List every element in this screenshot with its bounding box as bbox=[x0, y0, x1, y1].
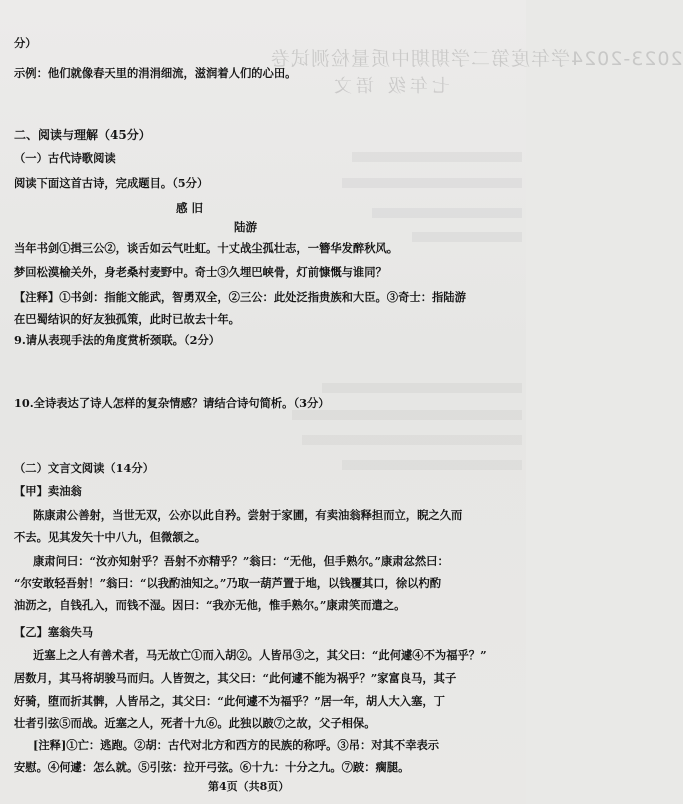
bleed-line bbox=[372, 208, 522, 218]
poem-line: 梦回松漠榆关外，身老桑村麦野中。奇士③久埋巴峡骨，灯前慷慨与谁同？ bbox=[14, 265, 387, 279]
bleed-line bbox=[322, 383, 522, 393]
section-title: 二、阅读与理解（45分） bbox=[14, 128, 151, 142]
poem-line: 当年书剑①揖三公②，谈舌如云气吐虹。十丈战尘孤壮志，一簪华发醉秋风。 bbox=[14, 241, 399, 255]
jia-line: “尔安敢轻吾射！”翁曰：“以我酌油知之。”乃取一葫芦置于地，以钱覆其口，徐以杓酌 bbox=[14, 576, 442, 590]
page-number: 第4页（共8页） bbox=[208, 780, 290, 793]
bleed-line bbox=[412, 232, 522, 242]
jia-line: 油沥之，自钱孔入，而钱不湿。因曰：“我亦无他，惟手熟尔。”康肃笑而遣之。 bbox=[14, 598, 406, 612]
notes-line: 在巴蜀结识的好友独孤策，此时已故去十年。 bbox=[14, 312, 240, 326]
jia-title: 【甲】卖油翁 bbox=[14, 484, 82, 498]
instruction: 阅读下面这首古诗，完成题目。（5分） bbox=[14, 176, 209, 190]
yi-title: 【乙】塞翁失马 bbox=[14, 625, 94, 639]
yi-line: 壮者引弦⑤而战。近塞之人，死者十九⑥。此独以跛⑦之故，父子相保。 bbox=[14, 716, 376, 730]
part-title: （二）文言文阅读（14分） bbox=[14, 461, 154, 475]
jia-line: 康肃问曰：“汝亦知射乎？吾射不亦精乎？”翁曰：“无他，但手熟尔。”康肃忿然曰： bbox=[33, 554, 449, 568]
yi-line: 居数月，其马将胡骏马而归。人皆贺之，其父曰：“此何遽不能为祸乎？”家富良马，其子 bbox=[14, 671, 457, 685]
bleed-line bbox=[342, 178, 522, 188]
bleed-line bbox=[302, 435, 522, 445]
part-title: （一）古代诗歌阅读 bbox=[14, 151, 116, 165]
score-tail: 分） bbox=[14, 36, 37, 50]
poem-author: 陆游 bbox=[234, 220, 257, 234]
yi-line: 好骑，堕而折其髀，人皆吊之，其父曰：“此何遽不为福乎？”居一年，胡人大入塞，丁 bbox=[14, 694, 445, 708]
ghost-title: 2023-2024学年度第二学期期中质量检测试卷 bbox=[270, 48, 683, 70]
yi-notes-line: [注释]①亡：逃跑。②胡：古代对北方和西方的民族的称呼。③吊：对其不幸表示 bbox=[33, 738, 440, 752]
question-10: 10.全诗表达了诗人怎样的复杂情感？请结合诗句简析。（3分） bbox=[14, 396, 330, 410]
question-9: 9.请从表现手法的角度赏析颈联。（2分） bbox=[14, 333, 221, 347]
poem-title: 感 旧 bbox=[176, 201, 204, 215]
jia-line: 陈康肃公善射，当世无双，公亦以此自矜。尝射于家圃，有卖油翁释担而立，睨之久而 bbox=[33, 508, 463, 522]
bleed-line bbox=[292, 410, 522, 420]
ghost-grade: 七年级 语文 bbox=[330, 76, 450, 97]
bleed-line bbox=[352, 152, 522, 162]
example-sentence: 示例：他们就像春天里的涓涓细流，滋润着人们的心田。 bbox=[14, 66, 297, 80]
bleed-line bbox=[342, 460, 522, 470]
yi-notes-line: 安慰。④何遽：怎么就。⑤引弦：拉开弓弦。⑥十九：十分之九。⑦跛：瘸腿。 bbox=[14, 760, 410, 774]
yi-line: 近塞上之人有善术者，马无故亡①而入胡②。人皆吊③之，其父曰：“此何遽④不为福乎？” bbox=[33, 648, 487, 662]
notes-line: 【注释】①书剑：指能文能武，智勇双全，②三公：此处泛指贵族和大臣。③奇士：指陆游 bbox=[14, 290, 466, 304]
jia-line: 不去。见其发矢十中八九，但微颔之。 bbox=[14, 530, 207, 544]
